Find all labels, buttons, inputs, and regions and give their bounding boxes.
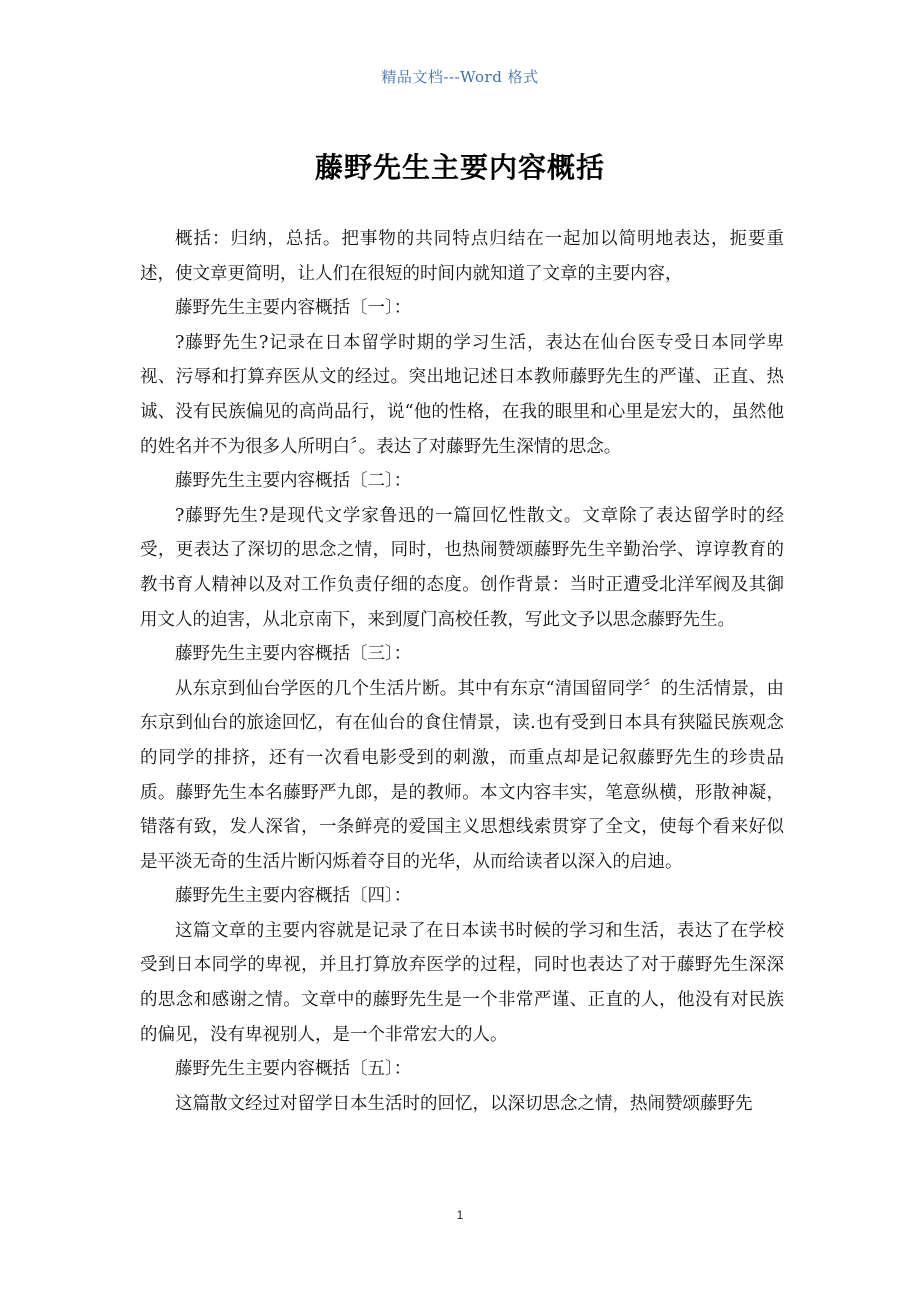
section-heading-2: 藤野先生主要内容概括〔二〕：: [175, 471, 412, 492]
paragraph-4: 这篇文章的主要内容就是记录了在日本读书时候的学习和生活，表达了在学校受到日本同学的卑视，并且打算放弃医学的过程，同时也表达了对于藤野先生深深的思念和感谢之情。文章中的藤野先生是一个非常严谨、正直的人，他没有对民族的偏见，没有卑视别人，是一个非常宏大的人。: [140, 920, 784, 1045]
paragraph-2: ?藤野先生?是现代文学家鲁迅的一篇回忆性散文。文章除了表达留学时的经受，更表达了深切的思念之情，同时，也热闹赞颂藤野先生辛勤治学、谆谆教育的教书育人精神以及对工作负责仔细的态度。创作背景：当时正遭受北洋军阀及其御用文人的迫害，从北京南下，来到厦门高校任教，写此文予以思念藤野先生。: [140, 505, 784, 630]
document-title: 藤野先生主要内容概括: [314, 151, 605, 184]
section-heading-5: 藤野先生主要内容概括〔五〕：: [175, 1059, 412, 1080]
document-header: 精品文档---Word 格式: [381, 68, 539, 86]
paragraph-1: ?藤野先生?记录在日本留学时期的学习生活，表达在仙台医专受日本同学卑视、污辱和打算弃医从文的经过。突出地记述日本教师藤野先生的严谨、正直、热诚、没有民族偏见的高尚品行，说“他的性格，在我的眼里和心里是宏大的，虽然他的姓名并不为很多人所明白〞。表达了对藤野先生深情的思念。: [140, 332, 784, 457]
paragraph-3: 从东京到仙台学医的几个生活片断。其中有东京“清国留同学〞的生活情景，由东京到仙台的旅途回忆，有在仙台的食住情景，读.也有受到日本具有狭隘民族观念的同学的排挤，还有一次看电影受到的刺激，而重点却是记叙藤野先生的珍贵品质。藤野先生本名藤野严九郎，是的教师。本文内容丰实，笔意纵横，形散神凝，错落有致，发人深省，一条鲜亮的爱国主义思想线索贯穿了全文，使每个看来好似是平淡无奇的生活片断闪烁着夺目的光华，从而给读者以深入的启迪。: [140, 678, 784, 872]
paragraph-definition: 概括：归纳，总括。把事物的共同特点归结在一起加以简明地表达，扼要重述，使文章更简明，让人们在很短的时间内就知道了文章的主要内容，: [140, 229, 784, 284]
page-number: 1: [456, 1208, 464, 1222]
document-body: [140, 222, 784, 1121]
section-heading-1: 藤野先生主要内容概括〔一〕：: [175, 298, 412, 319]
paragraph-5: 这篇散文经过对留学日本生活时的回忆，以深切思念之情，热闹赞颂藤野先: [175, 1093, 753, 1114]
section-heading-3: 藤野先生主要内容概括〔三〕：: [175, 644, 412, 665]
section-heading-4: 藤野先生主要内容概括〔四〕：: [175, 886, 412, 907]
